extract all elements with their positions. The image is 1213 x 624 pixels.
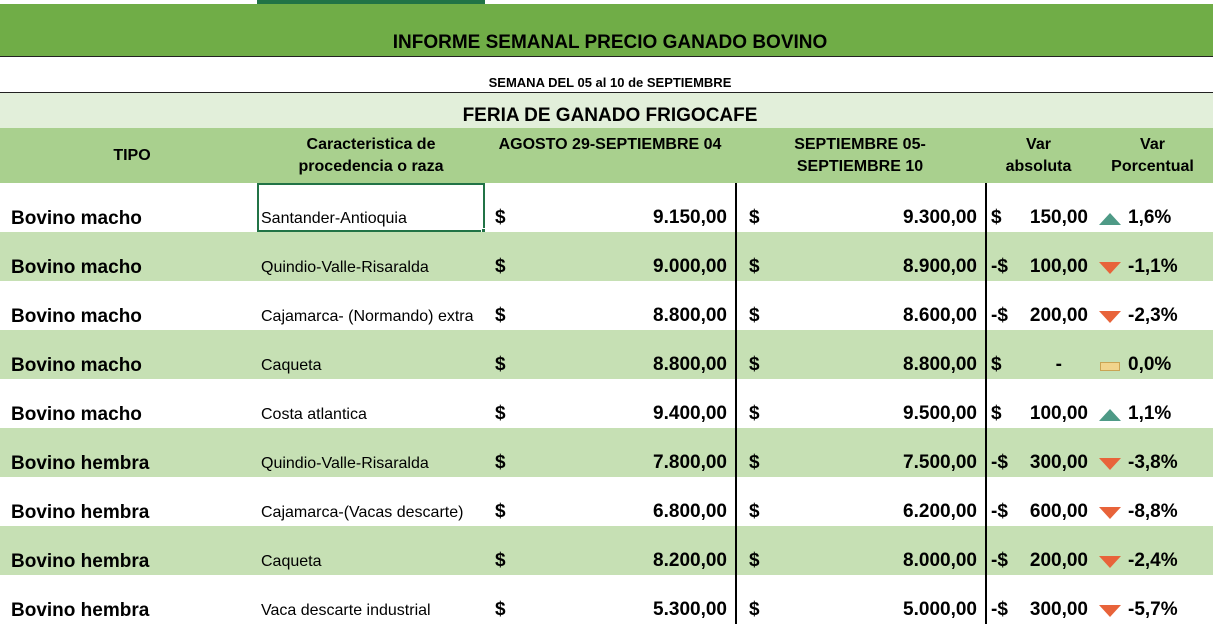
cell-period-2[interactable] bbox=[735, 379, 985, 428]
pct-value: -2,3% bbox=[1128, 305, 1178, 326]
cell-period-1[interactable] bbox=[485, 379, 735, 428]
table-row bbox=[0, 183, 1213, 232]
currency-symbol: $ bbox=[749, 207, 760, 228]
cell-caracteristica-text: Santander-Antioquia bbox=[261, 210, 407, 227]
currency-symbol: $ bbox=[749, 599, 760, 620]
currency-symbol bbox=[991, 207, 1002, 229]
triangle-down-icon bbox=[1100, 258, 1120, 278]
currency-symbol: $ bbox=[495, 501, 506, 522]
cell-var-absoluta[interactable] bbox=[985, 281, 1092, 330]
cell-caracteristica[interactable] bbox=[257, 281, 485, 330]
currency-symbol: $ bbox=[495, 305, 506, 326]
price-value: 8.000,00 bbox=[903, 550, 977, 571]
currency-symbol bbox=[991, 599, 1008, 621]
currency-symbol-text: $ bbox=[997, 305, 1008, 326]
cell-caracteristica-text: Cajamarca-(Vacas descarte) bbox=[261, 504, 464, 521]
currency-symbol: $ bbox=[749, 550, 760, 571]
cell-period-1[interactable] bbox=[485, 232, 735, 281]
cell-var-absoluta[interactable] bbox=[985, 379, 1092, 428]
cell-period-1[interactable] bbox=[485, 526, 735, 575]
currency-symbol: $ bbox=[749, 501, 760, 522]
cell-caracteristica-text: Caqueta bbox=[261, 357, 322, 374]
abs-value: - bbox=[1055, 354, 1062, 375]
triangle-down-icon bbox=[1100, 307, 1120, 327]
price-value: 6.200,00 bbox=[903, 501, 977, 522]
cell-tipo[interactable]: Bovino hembra bbox=[11, 551, 150, 572]
pct-value: -3,8% bbox=[1128, 452, 1178, 473]
currency-symbol: $ bbox=[495, 452, 506, 473]
currency-symbol: $ bbox=[495, 403, 506, 424]
cell-caracteristica-text: Cajamarca- (Normando) extra bbox=[261, 308, 474, 325]
negative-sign: - bbox=[991, 256, 998, 277]
cell-period-2[interactable] bbox=[735, 183, 985, 232]
cell-caracteristica-text: Costa atlantica bbox=[261, 406, 367, 423]
pct-value: -2,4% bbox=[1128, 550, 1178, 571]
currency-symbol-text: $ bbox=[997, 256, 1008, 277]
cell-var-porcentual[interactable] bbox=[1092, 428, 1213, 477]
table-row bbox=[0, 379, 1213, 428]
cell-tipo[interactable]: Bovino macho bbox=[11, 306, 142, 327]
table-row bbox=[0, 330, 1213, 379]
currency-symbol bbox=[991, 452, 1008, 474]
currency-symbol: $ bbox=[749, 403, 760, 424]
currency-symbol bbox=[991, 256, 1008, 278]
currency-symbol: $ bbox=[749, 305, 760, 326]
abs-value: 200,00 bbox=[1029, 550, 1088, 571]
currency-symbol: $ bbox=[749, 452, 760, 473]
cell-var-absoluta[interactable] bbox=[985, 526, 1092, 575]
cell-var-porcentual[interactable] bbox=[1092, 232, 1213, 281]
currency-symbol bbox=[991, 501, 1008, 523]
currency-symbol bbox=[991, 305, 1008, 327]
currency-symbol bbox=[991, 550, 1008, 572]
header-caracteristica[interactable]: Caracteristica de procedencia o raza bbox=[298, 135, 444, 175]
cell-var-porcentual[interactable] bbox=[1092, 281, 1213, 330]
triangle-up-icon bbox=[1100, 209, 1120, 229]
price-value: 8.900,00 bbox=[903, 256, 977, 277]
table-row bbox=[0, 575, 1213, 624]
table-row bbox=[0, 526, 1213, 575]
triangle-down-icon bbox=[1100, 601, 1120, 621]
negative-sign: - bbox=[991, 452, 998, 473]
abs-value: 300,00 bbox=[1029, 599, 1088, 620]
header-period-2[interactable]: SEPTIEMBRE 05-SEPTIEMBRE 10 bbox=[794, 135, 926, 175]
pct-value: 0,0% bbox=[1128, 354, 1172, 375]
price-value: 8.200,00 bbox=[653, 550, 727, 571]
currency-symbol bbox=[991, 354, 1002, 376]
cell-tipo[interactable]: Bovino macho bbox=[11, 208, 142, 229]
cell-tipo[interactable]: Bovino hembra bbox=[11, 600, 150, 621]
header-tipo[interactable]: TIPO bbox=[113, 146, 151, 164]
price-value: 5.000,00 bbox=[903, 599, 977, 620]
title-row bbox=[0, 4, 1213, 56]
cell-var-porcentual[interactable] bbox=[1092, 330, 1213, 379]
cell-period-2[interactable] bbox=[735, 526, 985, 575]
table-row bbox=[0, 232, 1213, 281]
currency-symbol: $ bbox=[495, 599, 506, 620]
price-value: 9.300,00 bbox=[903, 207, 977, 228]
cell-period-1[interactable] bbox=[485, 330, 735, 379]
abs-value: 150,00 bbox=[1029, 207, 1088, 228]
cell-caracteristica[interactable] bbox=[257, 575, 485, 624]
price-value: 8.800,00 bbox=[653, 354, 727, 375]
header-row bbox=[0, 128, 1213, 183]
price-value: 7.800,00 bbox=[653, 452, 727, 473]
price-value: 9.000,00 bbox=[653, 256, 727, 277]
cell-period-2[interactable] bbox=[735, 232, 985, 281]
price-value: 5.300,00 bbox=[653, 599, 727, 620]
cell-caracteristica[interactable] bbox=[257, 379, 485, 428]
price-value: 8.800,00 bbox=[903, 354, 977, 375]
cell-var-absoluta[interactable] bbox=[985, 330, 1092, 379]
week-row bbox=[0, 56, 1213, 93]
flat-bar-icon bbox=[1100, 356, 1120, 376]
price-value: 7.500,00 bbox=[903, 452, 977, 473]
cell-caracteristica-text: Caqueta bbox=[261, 553, 322, 570]
currency-symbol: $ bbox=[495, 207, 506, 228]
cell-var-absoluta[interactable] bbox=[985, 183, 1092, 232]
pct-value: -8,8% bbox=[1128, 501, 1178, 522]
cell-caracteristica[interactable] bbox=[257, 477, 485, 526]
cell-period-2[interactable] bbox=[735, 428, 985, 477]
pct-value: -5,7% bbox=[1128, 599, 1178, 620]
cell-period-2[interactable] bbox=[735, 575, 985, 624]
currency-symbol: $ bbox=[749, 256, 760, 277]
abs-value: 200,00 bbox=[1029, 305, 1088, 326]
pct-value: -1,1% bbox=[1128, 256, 1178, 277]
cell-var-porcentual[interactable] bbox=[1092, 575, 1213, 624]
abs-value: 600,00 bbox=[1029, 501, 1088, 522]
price-value: 9.400,00 bbox=[653, 403, 727, 424]
cell-tipo[interactable]: Bovino hembra bbox=[11, 502, 150, 523]
pct-value: 1,6% bbox=[1128, 207, 1172, 228]
currency-symbol: $ bbox=[495, 354, 506, 375]
triangle-down-icon bbox=[1100, 552, 1120, 572]
header-var-porcentual[interactable]: Var Porcentual bbox=[1111, 135, 1194, 175]
triangle-down-icon bbox=[1100, 503, 1120, 523]
cell-period-1[interactable] bbox=[485, 428, 735, 477]
cell-caracteristica-text: Vaca descarte industrial bbox=[261, 602, 431, 619]
report-week[interactable]: SEMANA DEL 05 al 10 de SEPTIEMBRE bbox=[488, 75, 732, 90]
header-var-absoluta[interactable]: Var absoluta bbox=[1005, 135, 1072, 175]
currency-symbol bbox=[991, 403, 1002, 425]
cell-caracteristica[interactable] bbox=[257, 183, 485, 232]
cell-var-porcentual[interactable] bbox=[1092, 379, 1213, 428]
cell-tipo[interactable]: Bovino macho bbox=[11, 404, 142, 425]
cell-var-porcentual[interactable] bbox=[1092, 526, 1213, 575]
currency-symbol-text: $ bbox=[997, 452, 1008, 473]
table-row bbox=[0, 477, 1213, 526]
cell-var-absoluta[interactable] bbox=[985, 232, 1092, 281]
cell-tipo[interactable]: Bovino macho bbox=[11, 355, 142, 376]
triangle-down-icon bbox=[1100, 454, 1120, 474]
abs-value: 300,00 bbox=[1029, 452, 1088, 473]
cell-var-absoluta[interactable] bbox=[985, 428, 1092, 477]
cell-var-absoluta[interactable] bbox=[985, 477, 1092, 526]
cell-caracteristica-text: Quindio-Valle-Risaralda bbox=[261, 259, 429, 276]
currency-symbol: $ bbox=[495, 550, 506, 571]
cell-tipo[interactable]: Bovino macho bbox=[11, 257, 142, 278]
negative-sign: - bbox=[991, 305, 998, 326]
negative-sign: - bbox=[991, 550, 998, 571]
currency-symbol-text: $ bbox=[991, 207, 1002, 228]
cell-period-1[interactable] bbox=[485, 477, 735, 526]
currency-symbol-text: $ bbox=[997, 501, 1008, 522]
cell-var-porcentual[interactable] bbox=[1092, 477, 1213, 526]
cell-period-1[interactable] bbox=[485, 183, 735, 232]
price-value: 9.500,00 bbox=[903, 403, 977, 424]
cell-var-absoluta[interactable] bbox=[985, 575, 1092, 624]
negative-sign: - bbox=[991, 501, 998, 522]
cell-period-2[interactable] bbox=[735, 281, 985, 330]
price-value: 8.600,00 bbox=[903, 305, 977, 326]
header-period-1[interactable]: AGOSTO 29-SEPTIEMBRE 04 bbox=[498, 136, 722, 153]
market-row bbox=[0, 92, 1213, 129]
cell-var-porcentual[interactable] bbox=[1092, 183, 1213, 232]
report-title[interactable]: INFORME SEMANAL PRECIO GANADO BOVINO bbox=[392, 32, 828, 53]
cell-caracteristica[interactable] bbox=[257, 330, 485, 379]
table-row bbox=[0, 428, 1213, 477]
currency-symbol-text: $ bbox=[997, 550, 1008, 571]
market-name[interactable]: FERIA DE GANADO FRIGOCAFE bbox=[462, 105, 758, 126]
cell-caracteristica[interactable] bbox=[257, 232, 485, 281]
currency-symbol-text: $ bbox=[997, 599, 1008, 620]
price-value: 8.800,00 bbox=[653, 305, 727, 326]
cell-period-1[interactable] bbox=[485, 575, 735, 624]
currency-symbol-text: $ bbox=[991, 354, 1002, 375]
table-row bbox=[0, 281, 1213, 330]
cell-period-2[interactable] bbox=[735, 477, 985, 526]
cell-period-1[interactable] bbox=[485, 281, 735, 330]
cell-caracteristica-text: Quindio-Valle-Risaralda bbox=[261, 455, 429, 472]
price-value: 6.800,00 bbox=[653, 501, 727, 522]
pct-value: 1,1% bbox=[1128, 403, 1172, 424]
currency-symbol: $ bbox=[749, 354, 760, 375]
triangle-up-icon bbox=[1100, 405, 1120, 425]
cell-period-2[interactable] bbox=[735, 330, 985, 379]
cell-tipo[interactable]: Bovino hembra bbox=[11, 453, 150, 474]
abs-value: 100,00 bbox=[1029, 256, 1088, 277]
currency-symbol-text: $ bbox=[991, 403, 1002, 424]
cell-caracteristica[interactable] bbox=[257, 526, 485, 575]
currency-symbol: $ bbox=[495, 256, 506, 277]
cell-caracteristica[interactable] bbox=[257, 428, 485, 477]
abs-value: 100,00 bbox=[1029, 403, 1088, 424]
price-value: 9.150,00 bbox=[653, 207, 727, 228]
negative-sign: - bbox=[991, 599, 998, 620]
